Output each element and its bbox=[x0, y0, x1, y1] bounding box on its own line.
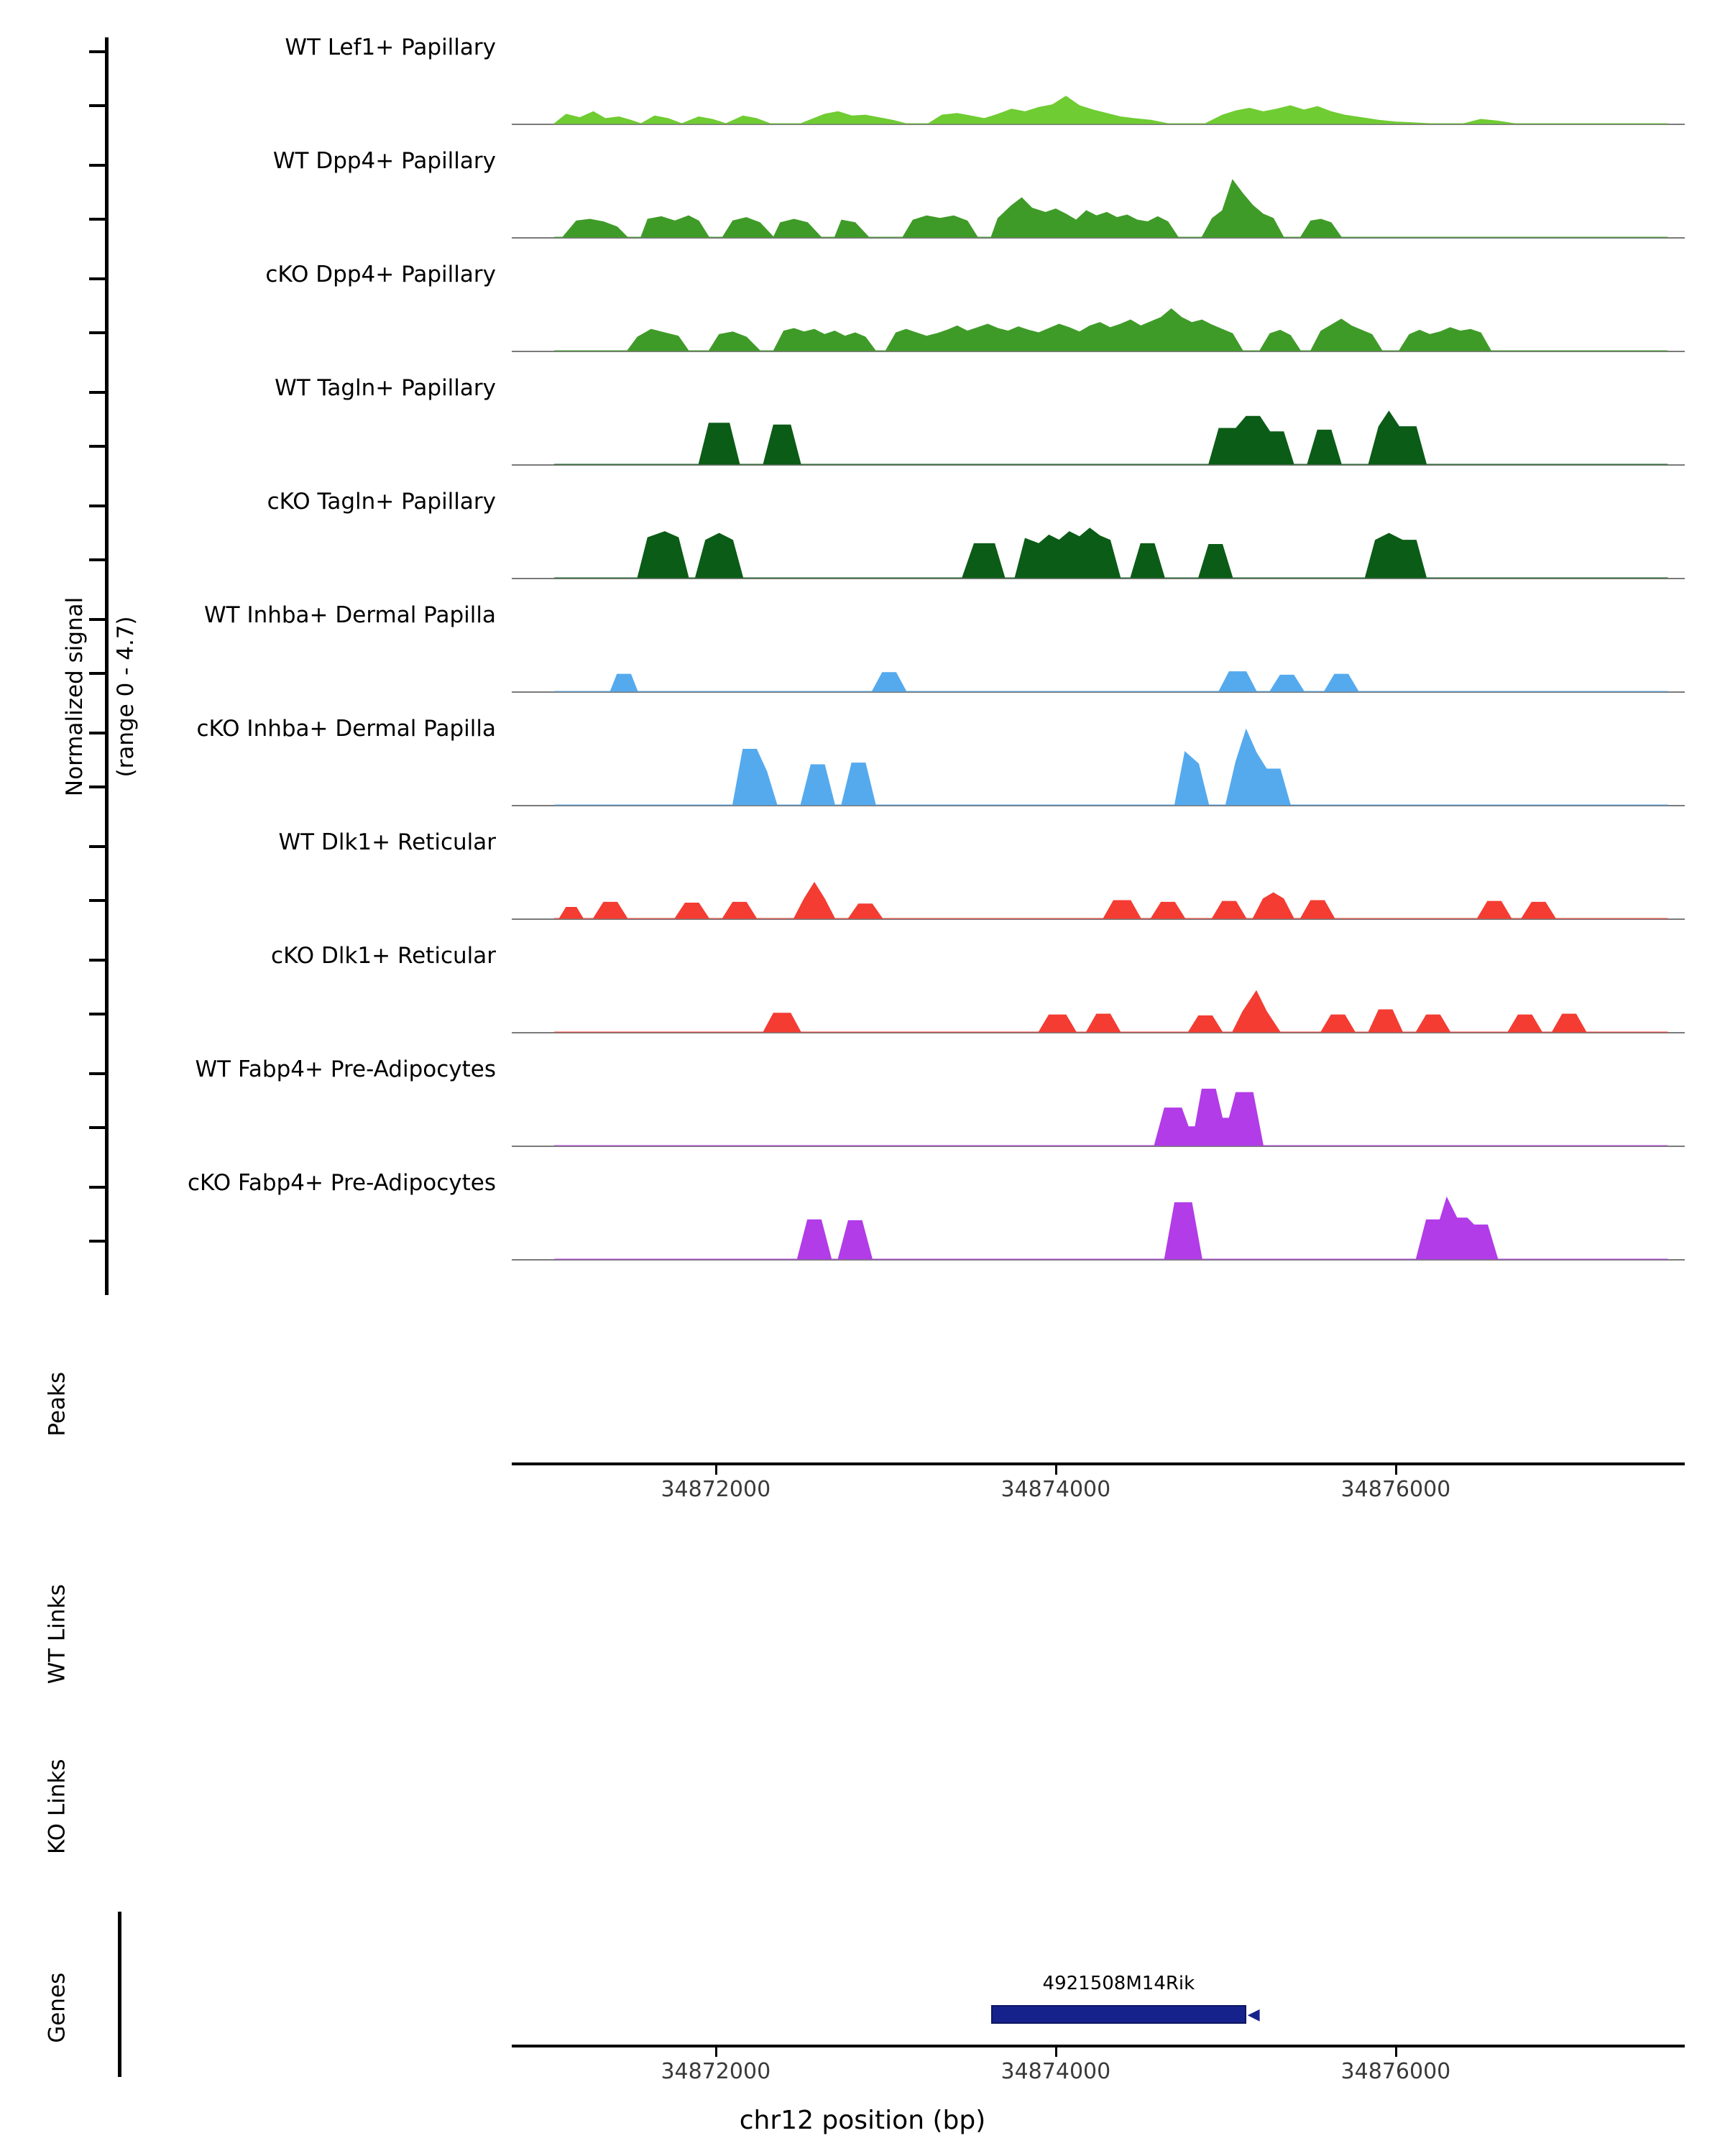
axis-tick bbox=[1055, 1465, 1057, 1475]
track-signal-area bbox=[512, 497, 1685, 581]
axis-line bbox=[512, 1462, 1685, 1465]
axis-tick-label: 34872000 bbox=[661, 1477, 771, 1502]
axis-tick-mark bbox=[89, 1013, 105, 1015]
track-title: WT Dlk1+ Reticular bbox=[278, 829, 496, 855]
gene-name-label: 4921508M14Rik bbox=[1042, 1973, 1195, 1994]
axis-tick-mark bbox=[89, 331, 105, 334]
axis-tick-mark bbox=[89, 1126, 105, 1129]
axis-tick-mark bbox=[89, 618, 105, 621]
gene-strand-arrow-icon: ◀ bbox=[1247, 2006, 1260, 2024]
axis-tick-mark bbox=[89, 50, 105, 53]
track-title: cKO Dpp4+ Papillary bbox=[265, 262, 496, 287]
track-title: WT Inhba+ Dermal Papilla bbox=[204, 602, 496, 628]
track-title: cKO Dlk1+ Reticular bbox=[271, 943, 496, 969]
wt-links-section-label bbox=[19, 1562, 96, 1734]
track-signal-area bbox=[512, 270, 1685, 354]
y-axis-label-line1: Normalized signal bbox=[61, 596, 88, 797]
axis-tick-mark bbox=[89, 445, 105, 448]
gene-body[interactable] bbox=[991, 2005, 1246, 2024]
track-title: cKO Fabp4+ Pre-Adipocytes bbox=[188, 1170, 496, 1196]
axis-tick bbox=[1055, 2047, 1057, 2057]
track-signal-area bbox=[512, 157, 1685, 240]
axis-tick-label: 34876000 bbox=[1340, 1477, 1451, 1502]
axis-tick-mark bbox=[89, 1072, 105, 1075]
axis-tick-mark bbox=[89, 104, 105, 107]
wt-links-label-text: WT Links bbox=[44, 1584, 70, 1685]
axis-tick-mark bbox=[89, 218, 105, 221]
axis-tick bbox=[715, 2047, 717, 2057]
axis-tick-mark bbox=[89, 845, 105, 848]
track-title: WT Lef1+ Papillary bbox=[285, 34, 496, 60]
axis-tick-mark bbox=[89, 164, 105, 167]
ko-links-label-text: KO Links bbox=[44, 1759, 70, 1855]
axis-tick-mark bbox=[89, 277, 105, 280]
track-title: cKO Tagln+ Papillary bbox=[267, 489, 496, 515]
genes-section-label bbox=[19, 1943, 96, 2101]
axis-tick-label: 34874000 bbox=[1000, 2059, 1111, 2084]
genes-axis-spine bbox=[118, 1912, 121, 2077]
peaks-section-label bbox=[19, 1346, 96, 1490]
axis-tick-mark bbox=[89, 732, 105, 734]
axis-tick-mark bbox=[89, 672, 105, 675]
peaks-label-text: Peaks bbox=[44, 1371, 70, 1437]
track-title: cKO Inhba+ Dermal Papilla bbox=[196, 716, 496, 742]
track-signal-area bbox=[512, 952, 1685, 1035]
ko-links-section-label bbox=[19, 1734, 96, 1907]
axis-tick bbox=[715, 1465, 717, 1475]
track-title: WT Fabp4+ Pre-Adipocytes bbox=[195, 1056, 496, 1082]
track-signal-area bbox=[512, 724, 1685, 808]
axis-tick-mark bbox=[89, 899, 105, 902]
axis-tick-mark bbox=[89, 1186, 105, 1189]
track-signal-area bbox=[512, 838, 1685, 921]
track-title: WT Dpp4+ Papillary bbox=[272, 148, 496, 174]
axis-tick-label: 34872000 bbox=[661, 2059, 771, 2084]
track-signal-area bbox=[512, 611, 1685, 694]
axis-tick-mark bbox=[89, 505, 105, 507]
axis-tick-label: 34876000 bbox=[1340, 2059, 1451, 2084]
y-axis-label bbox=[37, 545, 165, 876]
axis-tick-mark bbox=[89, 558, 105, 561]
axis-tick bbox=[1395, 1465, 1397, 1475]
axis-tick-label: 34874000 bbox=[1000, 1477, 1111, 1502]
track-signal-area bbox=[512, 384, 1685, 467]
axis-tick-mark bbox=[89, 786, 105, 788]
genes-label-text: Genes bbox=[44, 1972, 70, 2043]
axis-tick-mark bbox=[89, 391, 105, 394]
axis-line bbox=[512, 2045, 1685, 2047]
axis-tick bbox=[1395, 2047, 1397, 2057]
track-title: WT Tagln+ Papillary bbox=[275, 375, 496, 401]
track-signal-area bbox=[512, 1065, 1685, 1148]
y-axis-label-line2: (range 0 - 4.7) bbox=[112, 616, 139, 778]
x-axis-title: chr12 position (bp) bbox=[739, 2106, 986, 2135]
axis-tick-mark bbox=[89, 959, 105, 962]
axis-tick-mark bbox=[89, 1240, 105, 1243]
track-signal-area bbox=[512, 1179, 1685, 1262]
track-signal-area bbox=[512, 43, 1685, 126]
